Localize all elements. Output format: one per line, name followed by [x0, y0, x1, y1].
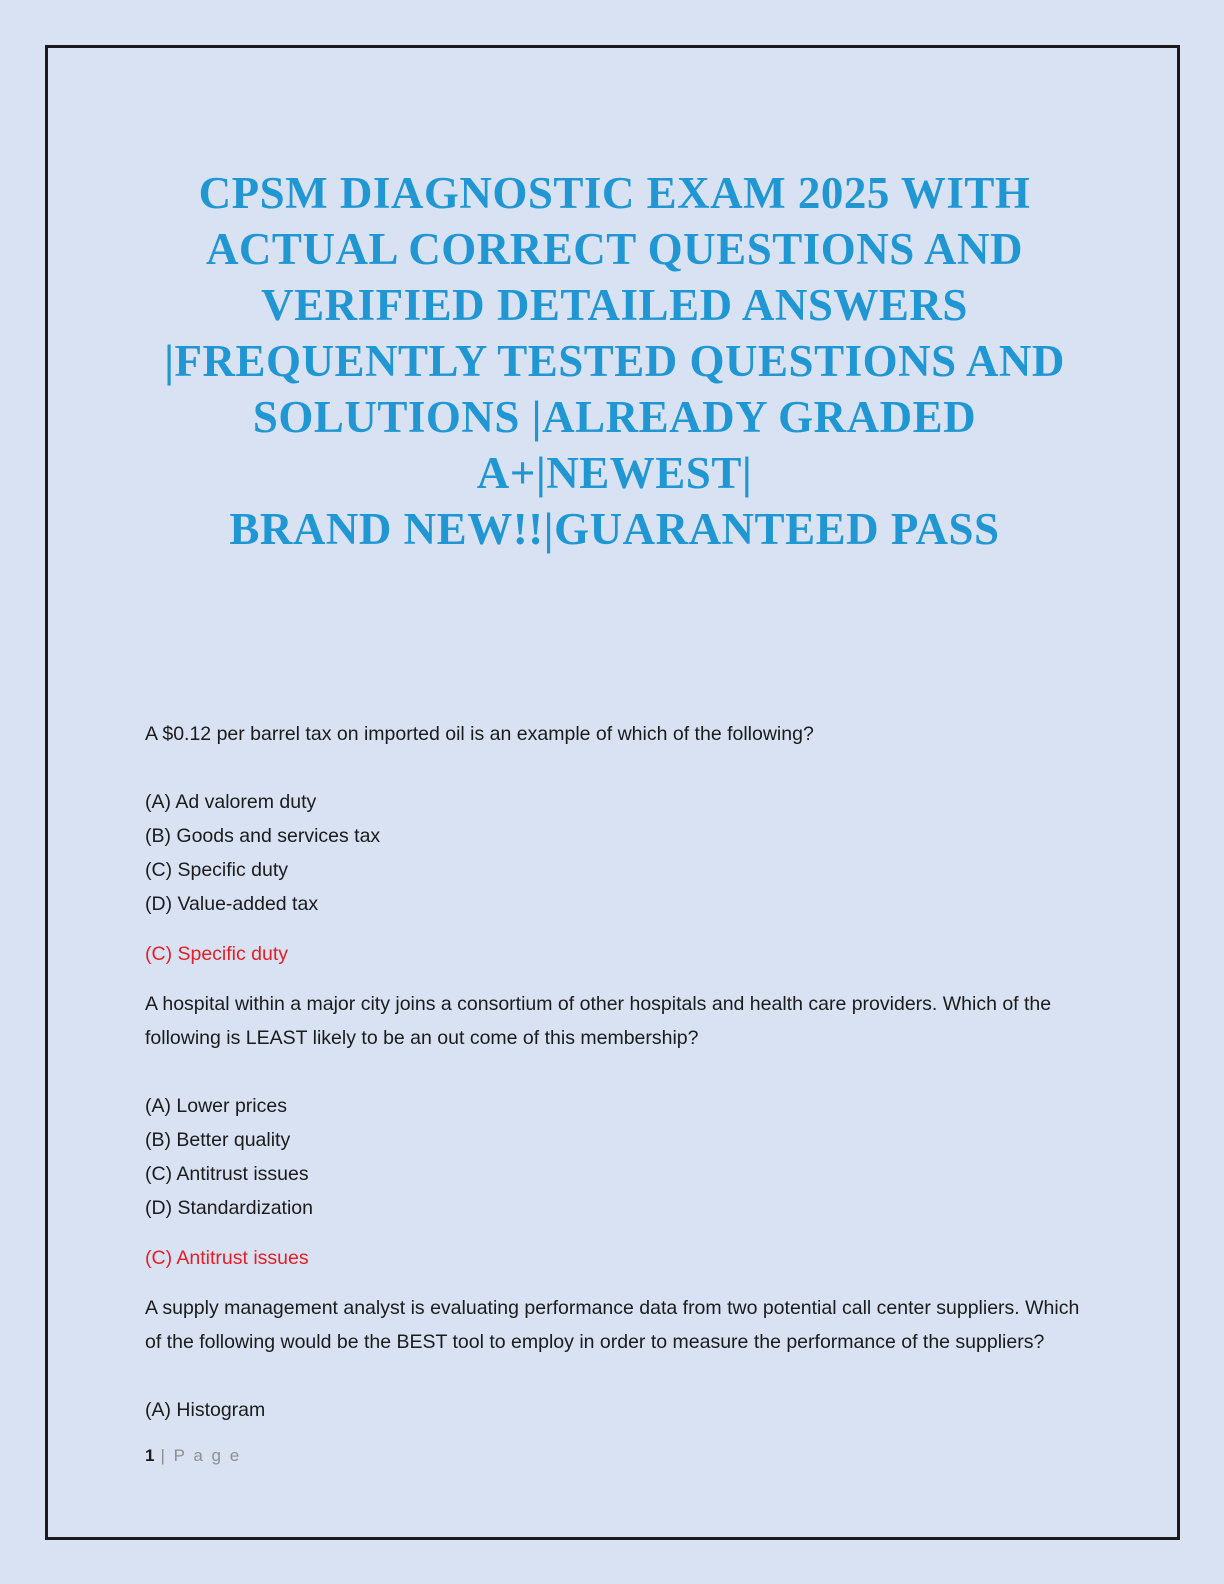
options-list: [145, 1393, 1084, 1427]
option-b: (B) Goods and services tax: [145, 825, 381, 847]
question-text: A hospital within a major city joins a consortium of other hospitals and health care providers. Which of the following is LEAST likely to be an out come of this membership?: [145, 993, 1052, 1049]
page-footer: [145, 1446, 241, 1466]
title-line-2: ACTUAL CORRECT QUESTIONS AND: [205, 224, 1024, 274]
option-c: (C) Specific duty: [145, 859, 289, 881]
title-line-5: SOLUTIONS |ALREADY GRADED A+|NEWEST|: [252, 392, 977, 498]
question-text: A supply management analyst is evaluating performance data from two potential call center suppliers. Which of the following would be the BEST tool to employ in order to measure the performance of the suppliers?: [145, 1297, 1080, 1353]
option-b: (B) Better quality: [145, 1129, 291, 1151]
option-a: (A) Histogram: [145, 1399, 266, 1421]
title-line-3: VERIFIED DETAILED ANSWERS: [261, 280, 968, 330]
title-line-6: BRAND NEW!!|GUARANTEED PASS: [229, 504, 1000, 554]
title-line-1: CPSM DIAGNOSTIC EXAM 2025 WITH: [198, 168, 1031, 218]
answer-text: (C) Antitrust issues: [145, 1247, 309, 1269]
option-d: (D) Value-added tax: [145, 893, 319, 915]
question-block-1: [145, 717, 1084, 971]
page-number: 1: [145, 1446, 155, 1465]
page-footer-label: | P a g e: [160, 1446, 242, 1465]
title-line-4: |FREQUENTLY TESTED QUESTIONS AND: [164, 336, 1065, 386]
options-list: [145, 785, 1084, 921]
options-list: [145, 1089, 1084, 1225]
question-block-3: [145, 1291, 1084, 1427]
answer-text: (C) Specific duty: [145, 943, 289, 965]
question-text: A $0.12 per barrel tax on imported oil is an example of which of the following?: [145, 723, 814, 745]
option-a: (A) Ad valorem duty: [145, 791, 317, 813]
question-block-2: [145, 987, 1084, 1275]
option-d: (D) Standardization: [145, 1197, 313, 1219]
option-a: (A) Lower prices: [145, 1095, 287, 1117]
option-c: (C) Antitrust issues: [145, 1163, 309, 1185]
document-title: [145, 165, 1084, 557]
